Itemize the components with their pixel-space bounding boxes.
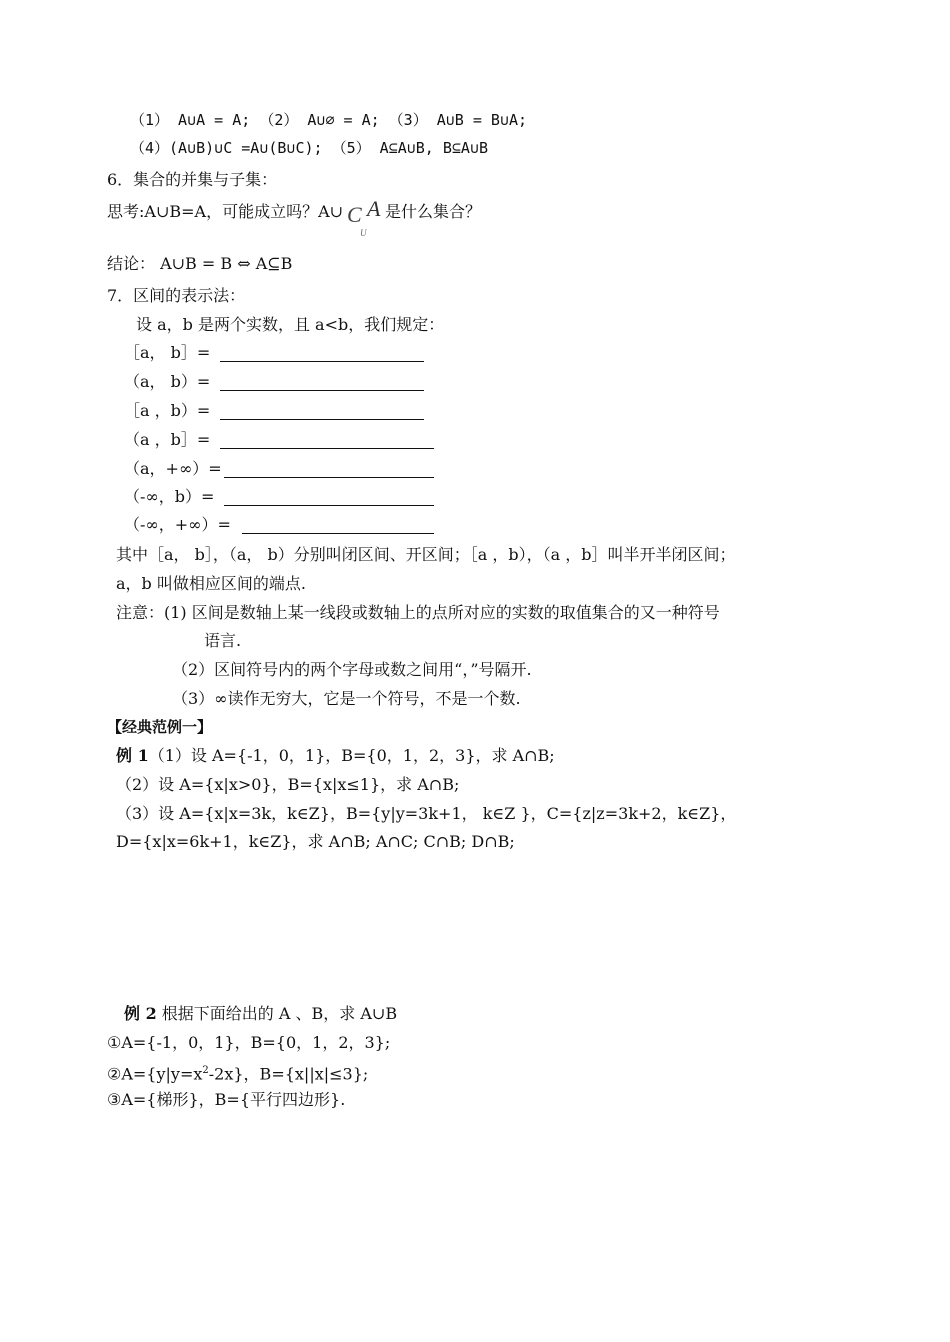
example-1-part-4: D={x|x=6k+1，k∈Z}，求 A∩B; A∩C; C∩B; D∩B; [116, 832, 515, 851]
interval-all-reals-row: （-∞，+∞）= [124, 515, 231, 535]
interval-right-closed-row: （a ，b］= [124, 430, 210, 450]
answer-blank[interactable] [242, 517, 434, 534]
interval-names-line-2: a，b 叫做相应区间的端点. [116, 574, 306, 593]
note-3: （3）∞读作无穷大，它是一个符号，不是一个数. [172, 689, 521, 708]
note-2: （2）区间符号内的两个字母或数之间用“，”号隔开. [172, 660, 532, 679]
answer-blank[interactable] [220, 345, 424, 362]
example-1-label: 例 1 [116, 746, 149, 765]
think-question-suffix: 是什么集合？ [385, 202, 482, 221]
interval-open-row: （a， b）= [124, 372, 210, 392]
examples-header: 【经典范例一】 [107, 718, 213, 736]
answer-blank[interactable] [224, 489, 434, 506]
interval-neginf-to-b-row: （-∞，b）= [124, 487, 214, 507]
example-2-item-3: ③A={梯形}，B={平行四边形}. [107, 1090, 346, 1109]
example-2-item-2: $②A=\{y|y=x^2-2x\}$，B={x||x|≤3}; [107, 1064, 369, 1084]
example-1-part-3: （3）设 A={x|x=3k，k∈Z}，B={y|y=3k+1， k∈Z }，C={z|z=3k+2，k∈Z}， [116, 804, 737, 823]
example-2-label: 例 2 [124, 1004, 157, 1023]
note-1: 注意：(1) 区间是数轴上某一线段或数轴上的点所对应的实数的取值集合的又一种符号 [116, 603, 720, 622]
interval-left-closed-row: ［a ，b）= [124, 401, 210, 421]
answer-blank[interactable] [220, 432, 434, 449]
section-6-title: 6．集合的并集与子集： [107, 170, 278, 189]
interval-a-to-inf-row: （a，+∞）= [124, 459, 222, 479]
think-question [107, 195, 482, 238]
complement-symbol: C U A [347, 195, 381, 238]
conclusion: 结论： A∪B = B ⇔ A⊆B [107, 254, 293, 273]
answer-blank[interactable] [220, 403, 424, 420]
answer-blank[interactable] [220, 374, 424, 391]
example-1-part-2: （2）设 A={x|x>0}，B={x|x≤1}，求 A∩B; [116, 775, 460, 794]
union-properties-row-1: （1） A∪A = A; （2） A∪∅ = A; （3） A∪B = B∪A; [130, 111, 528, 129]
interval-closed-row: ［a， b］= [124, 343, 210, 363]
interval-intro: 设 a，b 是两个实数，且 a<b，我们规定： [136, 315, 445, 334]
note-1-continued: 语言. [204, 631, 242, 650]
example-1-part-1: 例 1（1）设 A={-1，0，1}，B={0，1，2，3}，求 A∩B; [116, 746, 555, 765]
section-7-title: 7．区间的表示法： [107, 286, 246, 305]
example-2-intro: 例 2 根据下面给出的 A 、B，求 A∪B [124, 1004, 398, 1023]
think-question-prefix: 思考:A∪B=A，可能成立吗？A∪ [107, 202, 344, 221]
answer-blank[interactable] [224, 461, 434, 478]
interval-names-line-1: 其中［a， b］，（a， b）分别叫闭区间、开区间；［a ，b），（a ，b］叫半开半闭区间； [116, 545, 736, 564]
example-2-item-1: ①A={-1，0，1}，B={0，1，2，3}; [107, 1033, 391, 1052]
union-properties-row-2: （4）(A∪B)∪C =A∪(B∪C); （5） A⊆A∪B, B⊆A∪B [130, 139, 489, 157]
